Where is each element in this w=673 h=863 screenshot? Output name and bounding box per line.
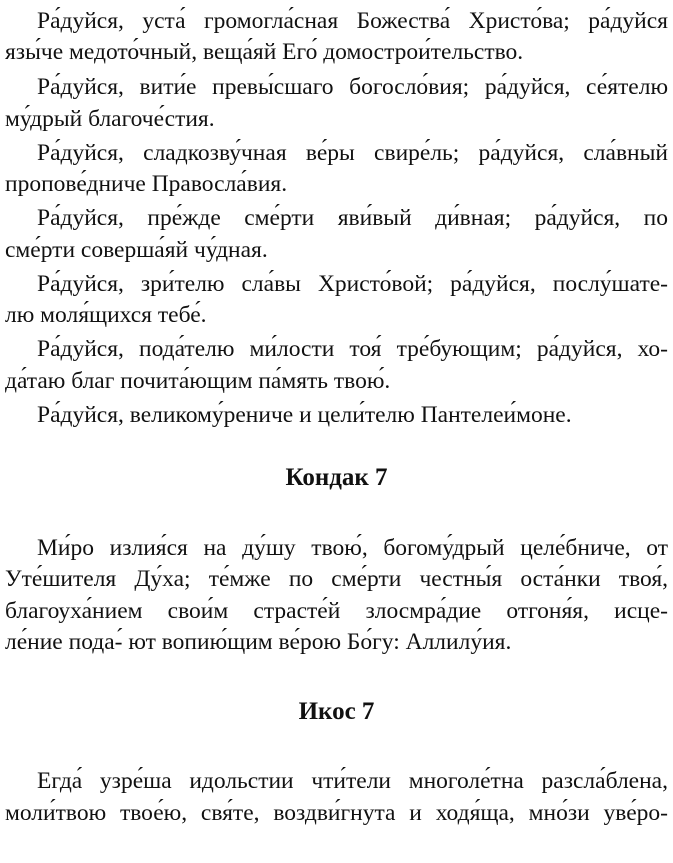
- text-line: Егда́ узре́ша идольстии чти́тели многоле́тна разсла́блена,: [37, 768, 668, 794]
- text-line: Ра́дуйся, вити́е превы́сшаго богосло́вия; ра́дуйся, се́ятелю: [37, 74, 668, 100]
- text-line: моли́твою твое́ю, свя́те, воздви́гнута и ходя́ща, мно́зи уве́ро-: [5, 800, 668, 826]
- text-line: Ра́дуйся, уста́ громогла́сная Божества́ Христо́ва; ра́дуйся: [37, 8, 668, 34]
- text-line: благоуха́нием свои́м страсте́й злосмра́дие отгоня́я, исце-: [5, 598, 668, 624]
- section-heading: Икос 7: [298, 698, 375, 725]
- text-line: Ра́дуйся, зри́телю сла́вы Христо́вой; ра́дуйся, послу́шате-: [37, 271, 668, 297]
- text-line: да́таю благ почита́ющим па́мять твою́.: [5, 368, 391, 394]
- text-line: язы́че медото́чный, веща́яй Его́ домострои́тельство.: [5, 39, 524, 65]
- text-line: ле́ние пода-́ ют вопию́щим ве́рою Бо́гу: Аллилу́ия.: [5, 629, 512, 655]
- text-line: Ра́дуйся, пре́жде сме́рти яви́вый ди́вная; ра́дуйся, по: [37, 205, 668, 231]
- text-line: Ра́дуйся, сладкозву́чная ве́ры свире́ль; ра́дуйся, сла́вный: [37, 140, 668, 166]
- section-heading: Кондак 7: [285, 464, 388, 491]
- text-line: сме́рти соверша́яй чу́дная.: [5, 237, 268, 263]
- text-line: Уте́шителя Ду́ха; те́мже по сме́рти честны́я оста́нки твоя́,: [5, 566, 668, 592]
- text-line: Ра́дуйся, великому́рениче и цели́телю Пантелеи́моне.: [37, 402, 572, 428]
- text-line: Ра́дуйся, пода́телю ми́лости тоя́ тре́бующим; ра́дуйся, хо-: [37, 336, 668, 362]
- text-line: пропове́дниче Правосла́вия.: [5, 171, 288, 197]
- text-line: Ми́ро излия́ся на ду́шу твою́, богому́дрый целе́бниче, от: [37, 535, 668, 561]
- text-line: му́дрый благоче́стия.: [5, 106, 215, 132]
- text-line: лю моля́щихся тебе́.: [5, 302, 207, 328]
